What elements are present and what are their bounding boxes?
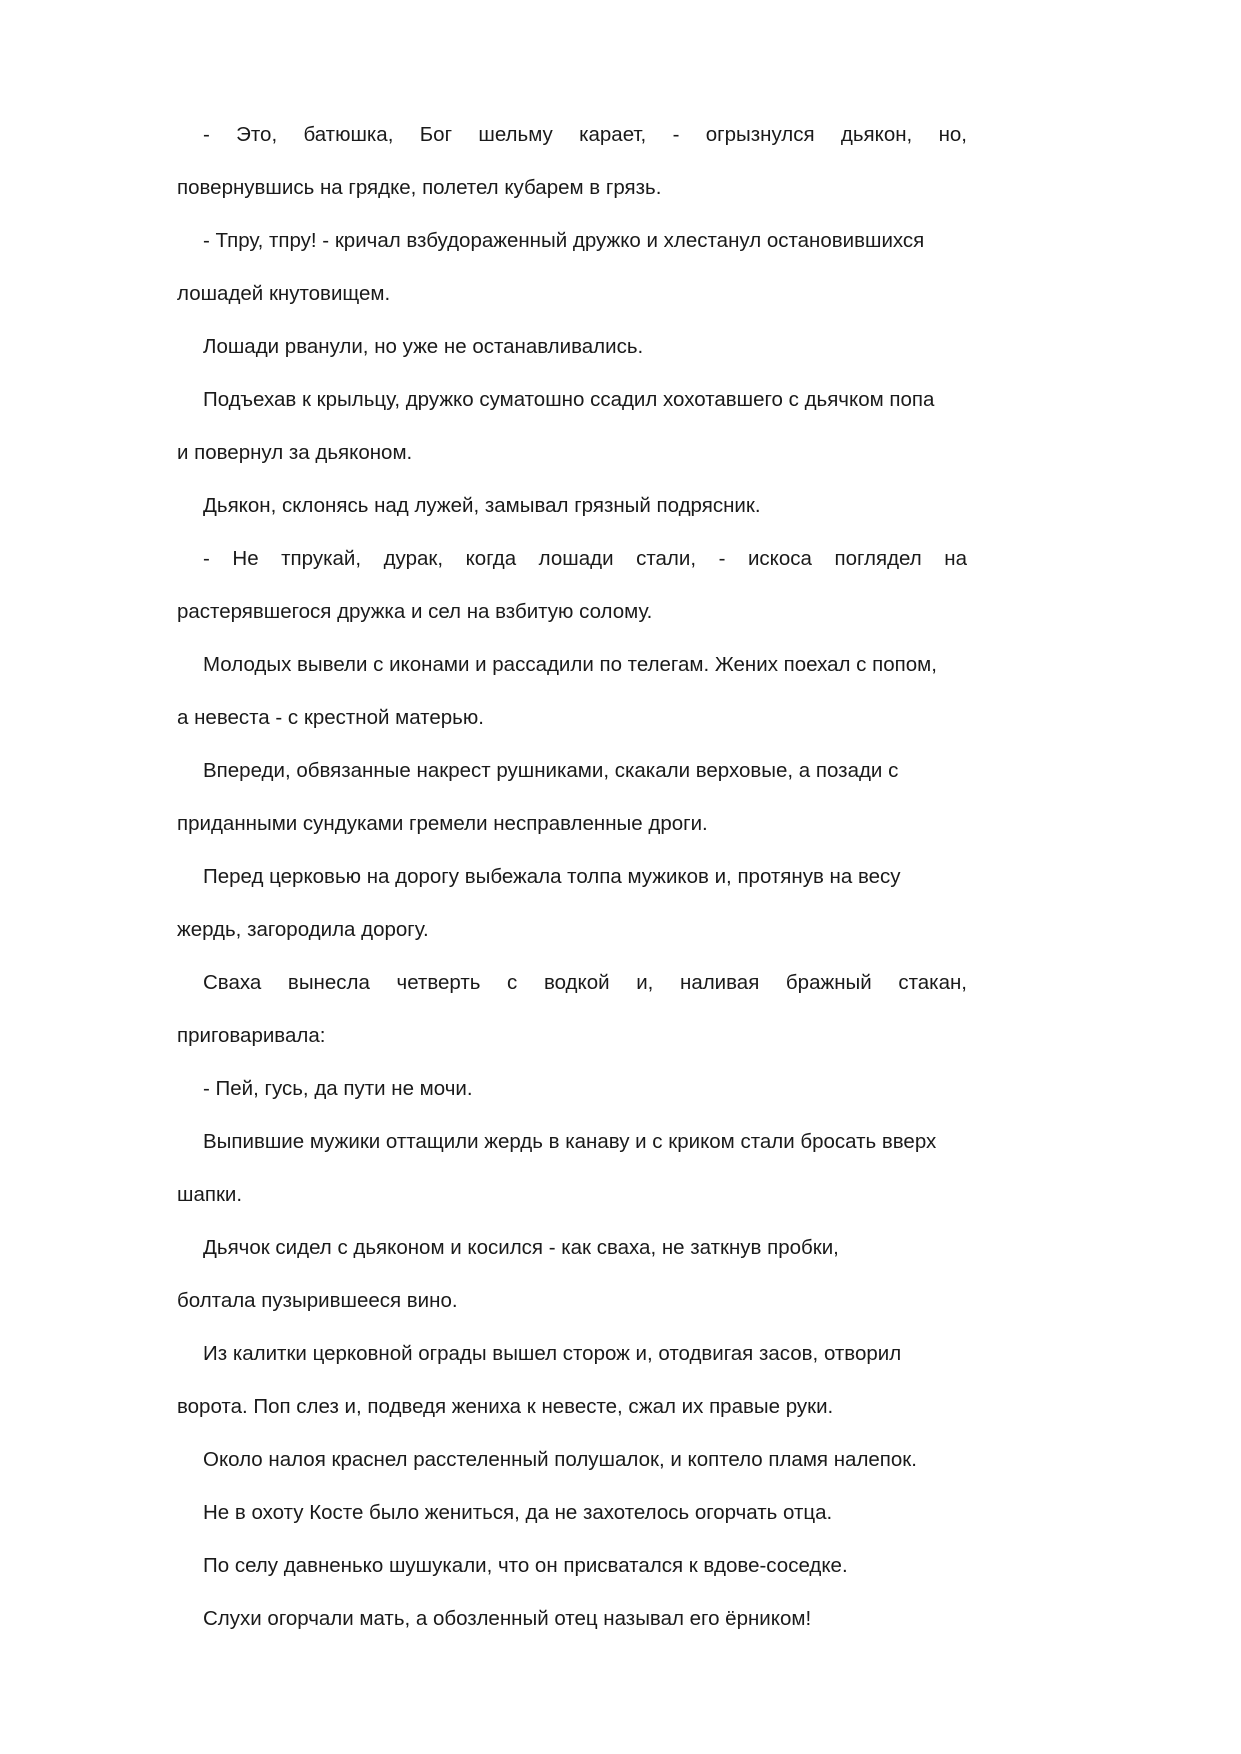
text-line: приговаривала: xyxy=(177,1024,326,1047)
text-line: Дьячок сидел с дьяконом и косился - как сваха, не заткнув пробки, xyxy=(203,1236,839,1259)
text-line: Из калитки церковной ограды вышел сторож и, отодвигая засов, отворил xyxy=(203,1342,902,1365)
text-line: Сваха вынесла четверть с водкой и, наливая бражный стакан, xyxy=(203,971,967,994)
text-line: шапки. xyxy=(177,1183,243,1206)
text-line: Перед церковью на дорогу выбежала толпа мужиков и, протянув на весу xyxy=(203,865,901,888)
text-line: По селу давненько шушукали, что он присватался к вдове-соседке. xyxy=(203,1554,848,1577)
text-line: - Это, батюшка, Бог шельму карает, - огрызнулся дьякон, но, xyxy=(203,123,967,146)
text-line: - Тпру, тпру! - кричал взбудораженный дружко и хлестанул остановившихся xyxy=(203,229,925,252)
text-line: лошадей кнутовищем. xyxy=(177,282,391,305)
text-line: Около налоя краснел расстеленный полушалок, и коптело пламя налепок. xyxy=(203,1448,917,1471)
text-line: - Не тпрукай, дурак, когда лошади стали, - искоса поглядел на xyxy=(203,547,967,570)
text-line: жердь, загородила дорогу. xyxy=(177,918,429,941)
text-line: Дьякон, склонясь над лужей, замывал грязный подрясник. xyxy=(203,494,761,517)
document-page xyxy=(177,108,967,1645)
text-line: ворота. Поп слез и, подведя жениха к невесте, сжал их правые руки. xyxy=(177,1395,834,1418)
text-line: болтала пузырившееся вино. xyxy=(177,1289,458,1312)
text-line: повернувшись на грядке, полетел кубарем в грязь. xyxy=(177,176,662,199)
text-line: Слухи огорчали мать, а обозленный отец называл его ёрником! xyxy=(203,1607,812,1630)
text-line: Молодых вывели с иконами и рассадили по телегам. Жених поехал с попом, xyxy=(203,653,937,676)
text-line: Лошади рванули, но уже не останавливались. xyxy=(203,335,644,358)
text-line: Не в охоту Косте было жениться, да не захотелось огорчать отца. xyxy=(203,1501,833,1524)
text-line: растерявшегося дружка и сел на взбитую солому. xyxy=(177,600,653,623)
text-line: приданными сундуками гремели несправленные дроги. xyxy=(177,812,708,835)
text-line: Впереди, обвязанные накрест рушниками, скакали верховые, а позади с xyxy=(203,759,899,782)
text-line: а невеста - с крестной матерью. xyxy=(177,706,484,729)
text-line: и повернул за дьяконом. xyxy=(177,441,413,464)
text-line: - Пей, гусь, да пути не мочи. xyxy=(203,1077,473,1100)
text-line: Выпившие мужики оттащили жердь в канаву и с криком стали бросать вверх xyxy=(203,1130,937,1153)
text-line: Подъехав к крыльцу, дружко суматошно ссадил хохотавшего с дьячком попа xyxy=(203,388,935,411)
